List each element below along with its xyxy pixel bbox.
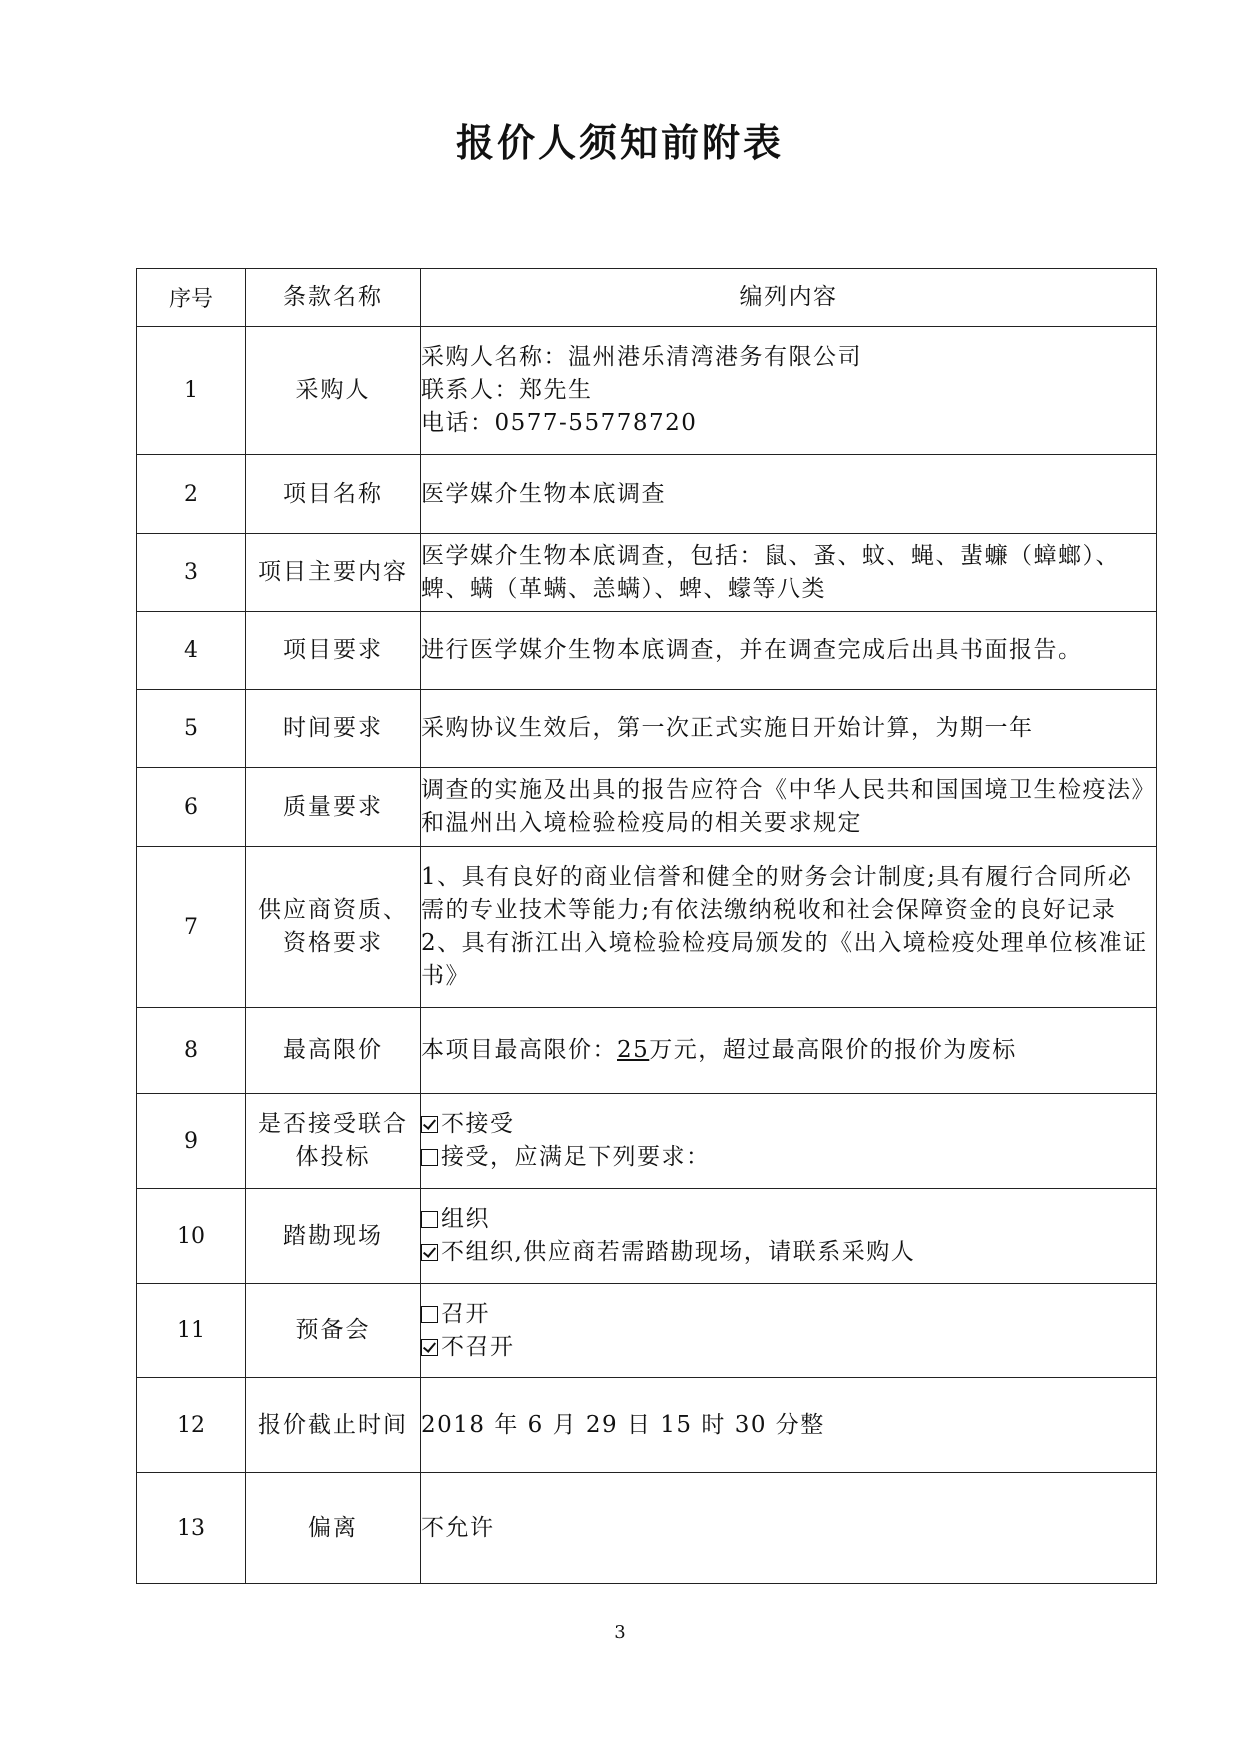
- row-content: [421, 1284, 1157, 1378]
- empty-checkbox-icon: [421, 1306, 438, 1323]
- row-clause-name: 项目要求: [246, 612, 421, 690]
- row-content: [421, 1473, 1157, 1584]
- row-number: 5: [137, 690, 246, 768]
- table-row: [137, 847, 1157, 1008]
- header-number: 序号: [137, 269, 246, 327]
- option-item: [421, 1236, 1156, 1269]
- table-row: [137, 612, 1157, 690]
- row-clause-name: 采购人: [246, 327, 421, 455]
- row-content: [421, 768, 1157, 847]
- content-text: 医学媒介生物本底调查，包括：鼠、蚤、蚊、蝇、蜚蠊（蟑螂）、蜱、螨（革螨、恙螨）、蜱、蠓等八类: [421, 542, 1120, 602]
- row-clause-name: 是否接受联合体投标: [246, 1094, 421, 1189]
- row-content: [421, 612, 1157, 690]
- row-content: [421, 327, 1157, 455]
- option-item: [421, 1141, 1156, 1174]
- table-row: [137, 534, 1157, 612]
- table-row: [137, 1008, 1157, 1094]
- row-clause-name: 项目名称: [246, 455, 421, 534]
- phone-line: 电话：0577-55778720: [421, 410, 698, 436]
- table-row: [137, 1094, 1157, 1189]
- row-number: 9: [137, 1094, 246, 1189]
- content-text: 医学媒介生物本底调查: [421, 480, 666, 507]
- row-number: 6: [137, 768, 246, 847]
- table-row: [137, 1284, 1157, 1378]
- row-content: [421, 1094, 1157, 1189]
- option-label: 召开: [441, 1300, 490, 1327]
- price-prefix: 本项目最高限价：: [421, 1037, 617, 1063]
- row-clause-name: 预备会: [246, 1284, 421, 1378]
- row-number: 3: [137, 534, 246, 612]
- option-label: 不组织,供应商若需踏勘现场，请联系采购人: [441, 1239, 916, 1265]
- price-amount: 25: [617, 1037, 650, 1063]
- row-clause-name: 报价截止时间: [246, 1378, 421, 1473]
- row-content: [421, 690, 1157, 768]
- row-content: [421, 455, 1157, 534]
- row-number: 8: [137, 1008, 246, 1094]
- requirement-1: 1、具有良好的商业信誉和健全的财务会计制度;具有履行合同所必需的专业技术等能力;有依法缴纳税收和社会保障资金的良好记录: [421, 864, 1133, 923]
- option-label: 组织: [441, 1206, 490, 1232]
- content-text: 进行医学媒介生物本底调查，并在调查完成后出具书面报告。: [421, 637, 1083, 663]
- table-header-row: [137, 269, 1157, 327]
- content-text: 不允许: [421, 1514, 495, 1541]
- row-number: 11: [137, 1284, 246, 1378]
- row-content: [421, 1008, 1157, 1094]
- header-content: 编列内容: [421, 269, 1157, 327]
- table-row: [137, 768, 1157, 847]
- price-limit-text: [421, 1034, 1156, 1067]
- requirement-2: 2、具有浙江出入境检验检疫局颁发的《出入境检疫处理单位核准证书》: [421, 930, 1148, 989]
- table-row: [137, 455, 1157, 534]
- row-clause-name: 最高限价: [246, 1008, 421, 1094]
- option-label: 不召开: [441, 1333, 515, 1360]
- checked-box-icon: [421, 1116, 438, 1133]
- page-title: 报价人须知前附表: [455, 121, 784, 165]
- contact-line: 联系人：郑先生: [421, 377, 593, 403]
- row-content: [421, 847, 1157, 1008]
- row-number: 10: [137, 1189, 246, 1284]
- row-number: 4: [137, 612, 246, 690]
- row-clause-name: 偏离: [246, 1473, 421, 1584]
- table-row: [137, 1378, 1157, 1473]
- option-item: [421, 1298, 1156, 1331]
- row-clause-name: 质量要求: [246, 768, 421, 847]
- row-clause-name: 供应商资质、资格要求: [246, 847, 421, 1008]
- row-number: 12: [137, 1378, 246, 1473]
- row-clause-name: 项目主要内容: [246, 534, 421, 612]
- table-row: [137, 1189, 1157, 1284]
- option-label: 不接受: [441, 1111, 515, 1137]
- option-label: 接受，应满足下列要求：: [441, 1144, 711, 1170]
- header-clause-name: 条款名称: [246, 269, 421, 327]
- option-item: [421, 1331, 1156, 1364]
- row-number: 1: [137, 327, 246, 455]
- table-row: [137, 690, 1157, 768]
- price-suffix: 万元，超过最高限价的报价为废标: [649, 1037, 1017, 1063]
- terms-table: [136, 268, 1157, 1584]
- row-number: 7: [137, 847, 246, 1008]
- page-number: 3: [614, 1622, 626, 1643]
- option-item: [421, 1108, 1156, 1141]
- row-number: 2: [137, 455, 246, 534]
- row-clause-name: 时间要求: [246, 690, 421, 768]
- row-content: [421, 1189, 1157, 1284]
- content-text: 调查的实施及出具的报告应符合《中华人民共和国国境卫生检疫法》和温州出入境检验检疫局的相关要求规定: [421, 777, 1156, 836]
- row-content: [421, 534, 1157, 612]
- table-row: [137, 327, 1157, 455]
- purchaser-name-line: 采购人名称：温州港乐清湾港务有限公司: [421, 344, 862, 370]
- row-clause-name: 踏勘现场: [246, 1189, 421, 1284]
- deadline-text: 2018 年 6 月 29 日 15 时 30 分整: [421, 1411, 825, 1438]
- option-item: [421, 1203, 1156, 1236]
- empty-checkbox-icon: [421, 1149, 438, 1166]
- checked-box-icon: [421, 1244, 438, 1261]
- checked-box-icon: [421, 1339, 438, 1356]
- row-content: [421, 1378, 1157, 1473]
- empty-checkbox-icon: [421, 1211, 438, 1228]
- content-text: 采购协议生效后，第一次正式实施日开始计算，为期一年: [421, 715, 1034, 741]
- row-number: 13: [137, 1473, 246, 1584]
- table-row: [137, 1473, 1157, 1584]
